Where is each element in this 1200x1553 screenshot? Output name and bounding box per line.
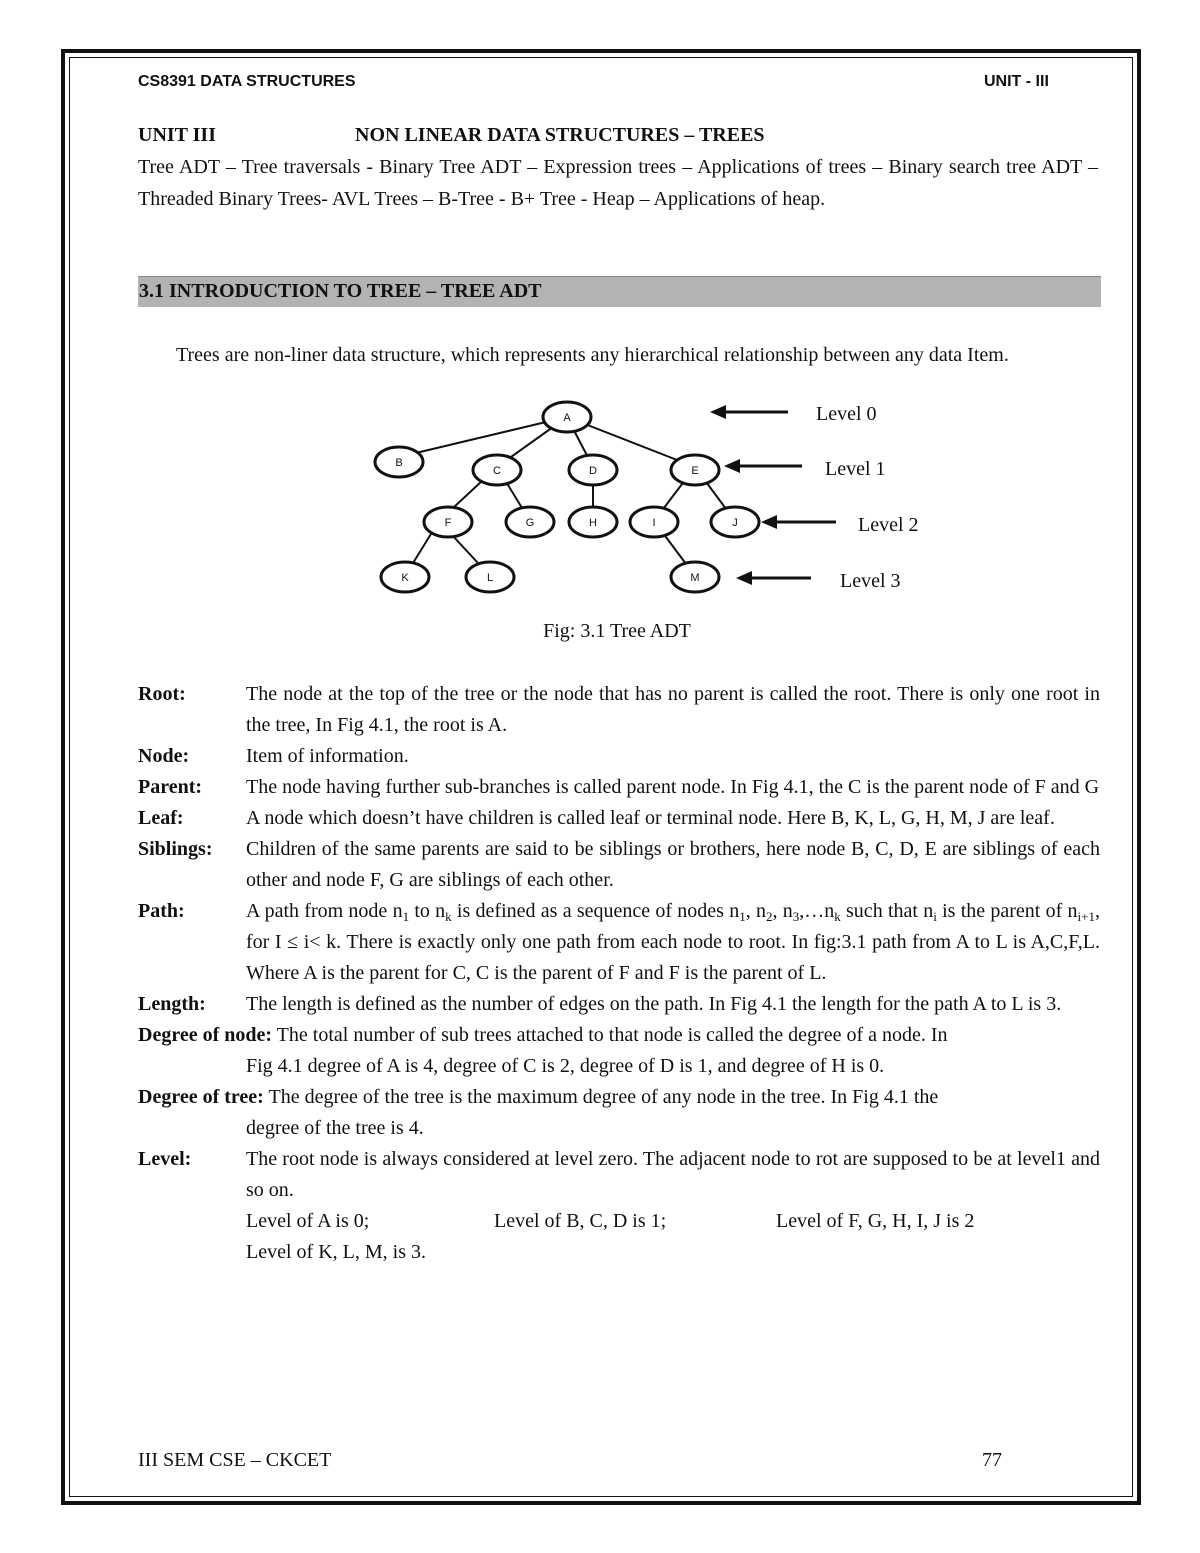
desc-root: The node at the top of the tree or the node that has no parent is called the root. There is only one root in the tree, In Fig 4.1, the root is A. (246, 683, 1100, 736)
term-level: Level: (138, 1148, 192, 1170)
node-label-j: J (732, 517, 738, 529)
level-label-3: Level 3 (840, 570, 901, 592)
term-degree-of-node: Degree of node: (138, 1024, 273, 1046)
term-leaf: Leaf: (138, 807, 184, 829)
definition-parent (138, 772, 1100, 803)
node-label-h: H (589, 517, 597, 529)
definitions-list (138, 679, 1100, 1268)
level-label-0: Level 0 (816, 403, 877, 425)
definition-path (138, 896, 1100, 989)
level-example-klm: Level of K, L, M, is 3. (246, 1241, 426, 1263)
term-length: Length: (138, 993, 206, 1015)
node-label-a: A (563, 412, 571, 424)
course-header: CS8391 DATA STRUCTURES (138, 73, 356, 90)
desc-degree-of-tree-1: The degree of the tree is the maximum degree of any node in the tree. In Fig 4.1 the (263, 1086, 939, 1108)
definition-siblings (138, 834, 1100, 896)
section-heading: 3.1 INTRODUCTION TO TREE – TREE ADT (139, 280, 542, 302)
node-label-b: B (395, 457, 403, 469)
definition-degree-of-node (138, 1020, 1100, 1082)
desc-degree-of-node-2: Fig 4.1 degree of A is 4, degree of C is 2, degree of D is 1, and degree of H is 0. (246, 1055, 885, 1077)
node-label-l: L (486, 572, 494, 584)
level-example-fghij: Level of F, G, H, I, J is 2 (776, 1210, 975, 1232)
unit-header: UNIT - III (984, 73, 1049, 90)
definition-root (138, 679, 1100, 741)
level-example-bcd: Level of B, C, D is 1; (494, 1210, 667, 1232)
node-label-e: E (691, 465, 699, 477)
definition-leaf (138, 803, 1100, 834)
node-label-k: K (401, 572, 409, 584)
node-label-f: F (444, 517, 452, 529)
definition-degree-of-tree (138, 1082, 1100, 1144)
desc-path: A path from node $n_1$ to $n_k$ is defined as a sequence of nodes $n_1$, $n_2$, $n_3,\dots n_k$ such that $n_i$ is the parent of $n_{i+1}$, for I ≤ i< k. There is exactly only one path from each node to root. In fig:3.1 path from A to L is A,C,F,L. Where A is the parent for C, C is the parent of F and F is the parent of L. (246, 900, 1100, 984)
node-label-i: I (652, 517, 656, 529)
desc-level: The root node is always considered at level zero. The adjacent node to rot are supposed to be at level1 and so on. (246, 1148, 1100, 1201)
unit-number: UNIT III (138, 124, 216, 146)
level-examples-row (138, 1206, 1100, 1237)
unit-syllabus: Tree ADT – Tree traversals - Binary Tree ADT – Expression trees – Applications of trees – Binary search tree ADT –Threaded Binary Trees- AVL Trees – B-Tree - B+ Tree - Heap – Applications of heap. (138, 156, 1098, 210)
term-node: Node: (138, 745, 190, 767)
section-heading-bar (138, 276, 1101, 307)
desc-node: Item of information. (246, 745, 409, 767)
node-label-m: M (690, 572, 700, 584)
term-path: Path: (138, 900, 185, 922)
term-root: Root: (138, 683, 186, 705)
definition-length (138, 989, 1100, 1020)
unit-title: NON LINEAR DATA STRUCTURES – TREES (355, 124, 765, 146)
definition-node (138, 741, 1100, 772)
level-examples-row-2 (138, 1237, 1100, 1268)
desc-leaf: A node which doesn’t have children is called leaf or terminal node. Here B, K, L, G, H, M, J are leaf. (246, 807, 1055, 829)
level-example-a: Level of A is 0; (246, 1210, 370, 1232)
tree-nodes (375, 402, 759, 592)
tree-diagram (360, 395, 960, 605)
intro-paragraph: Trees are non-liner data structure, which represents any hierarchical relationship between any data Item. (176, 344, 1009, 366)
level-label-1: Level 1 (825, 458, 886, 480)
node-label-g: G (525, 517, 535, 529)
desc-degree-of-node-1: The total number of sub trees attached to that node is called the degree of a node. In (272, 1024, 948, 1046)
desc-length: The length is defined as the number of edges on the path. In Fig 4.1 the length for the path A to L is 3. (246, 993, 1062, 1015)
edge-a-b (399, 417, 567, 457)
tree-edges (399, 417, 735, 576)
desc-siblings: Children of the same parents are said to be siblings or brothers, here node B, C, D, E are siblings of each other and node F, G are siblings of each other. (246, 838, 1100, 891)
term-siblings: Siblings: (138, 838, 213, 860)
footer-dept: III SEM CSE – CKCET (138, 1449, 332, 1471)
level-arrows (710, 405, 836, 585)
term-degree-of-tree: Degree of tree: (138, 1086, 264, 1108)
level-label-2: Level 2 (858, 514, 919, 536)
desc-degree-of-tree-2: degree of the tree is 4. (246, 1117, 424, 1139)
page-number: 77 (982, 1449, 1002, 1471)
definition-level (138, 1144, 1100, 1206)
desc-parent: The node having further sub-branches is called parent node. In Fig 4.1, the C is the parent node of F and G (246, 776, 1100, 798)
node-label-d: D (589, 465, 597, 477)
figure-caption: Fig: 3.1 Tree ADT (543, 620, 691, 642)
node-label-c: C (493, 465, 501, 477)
term-parent: Parent: (138, 776, 203, 798)
